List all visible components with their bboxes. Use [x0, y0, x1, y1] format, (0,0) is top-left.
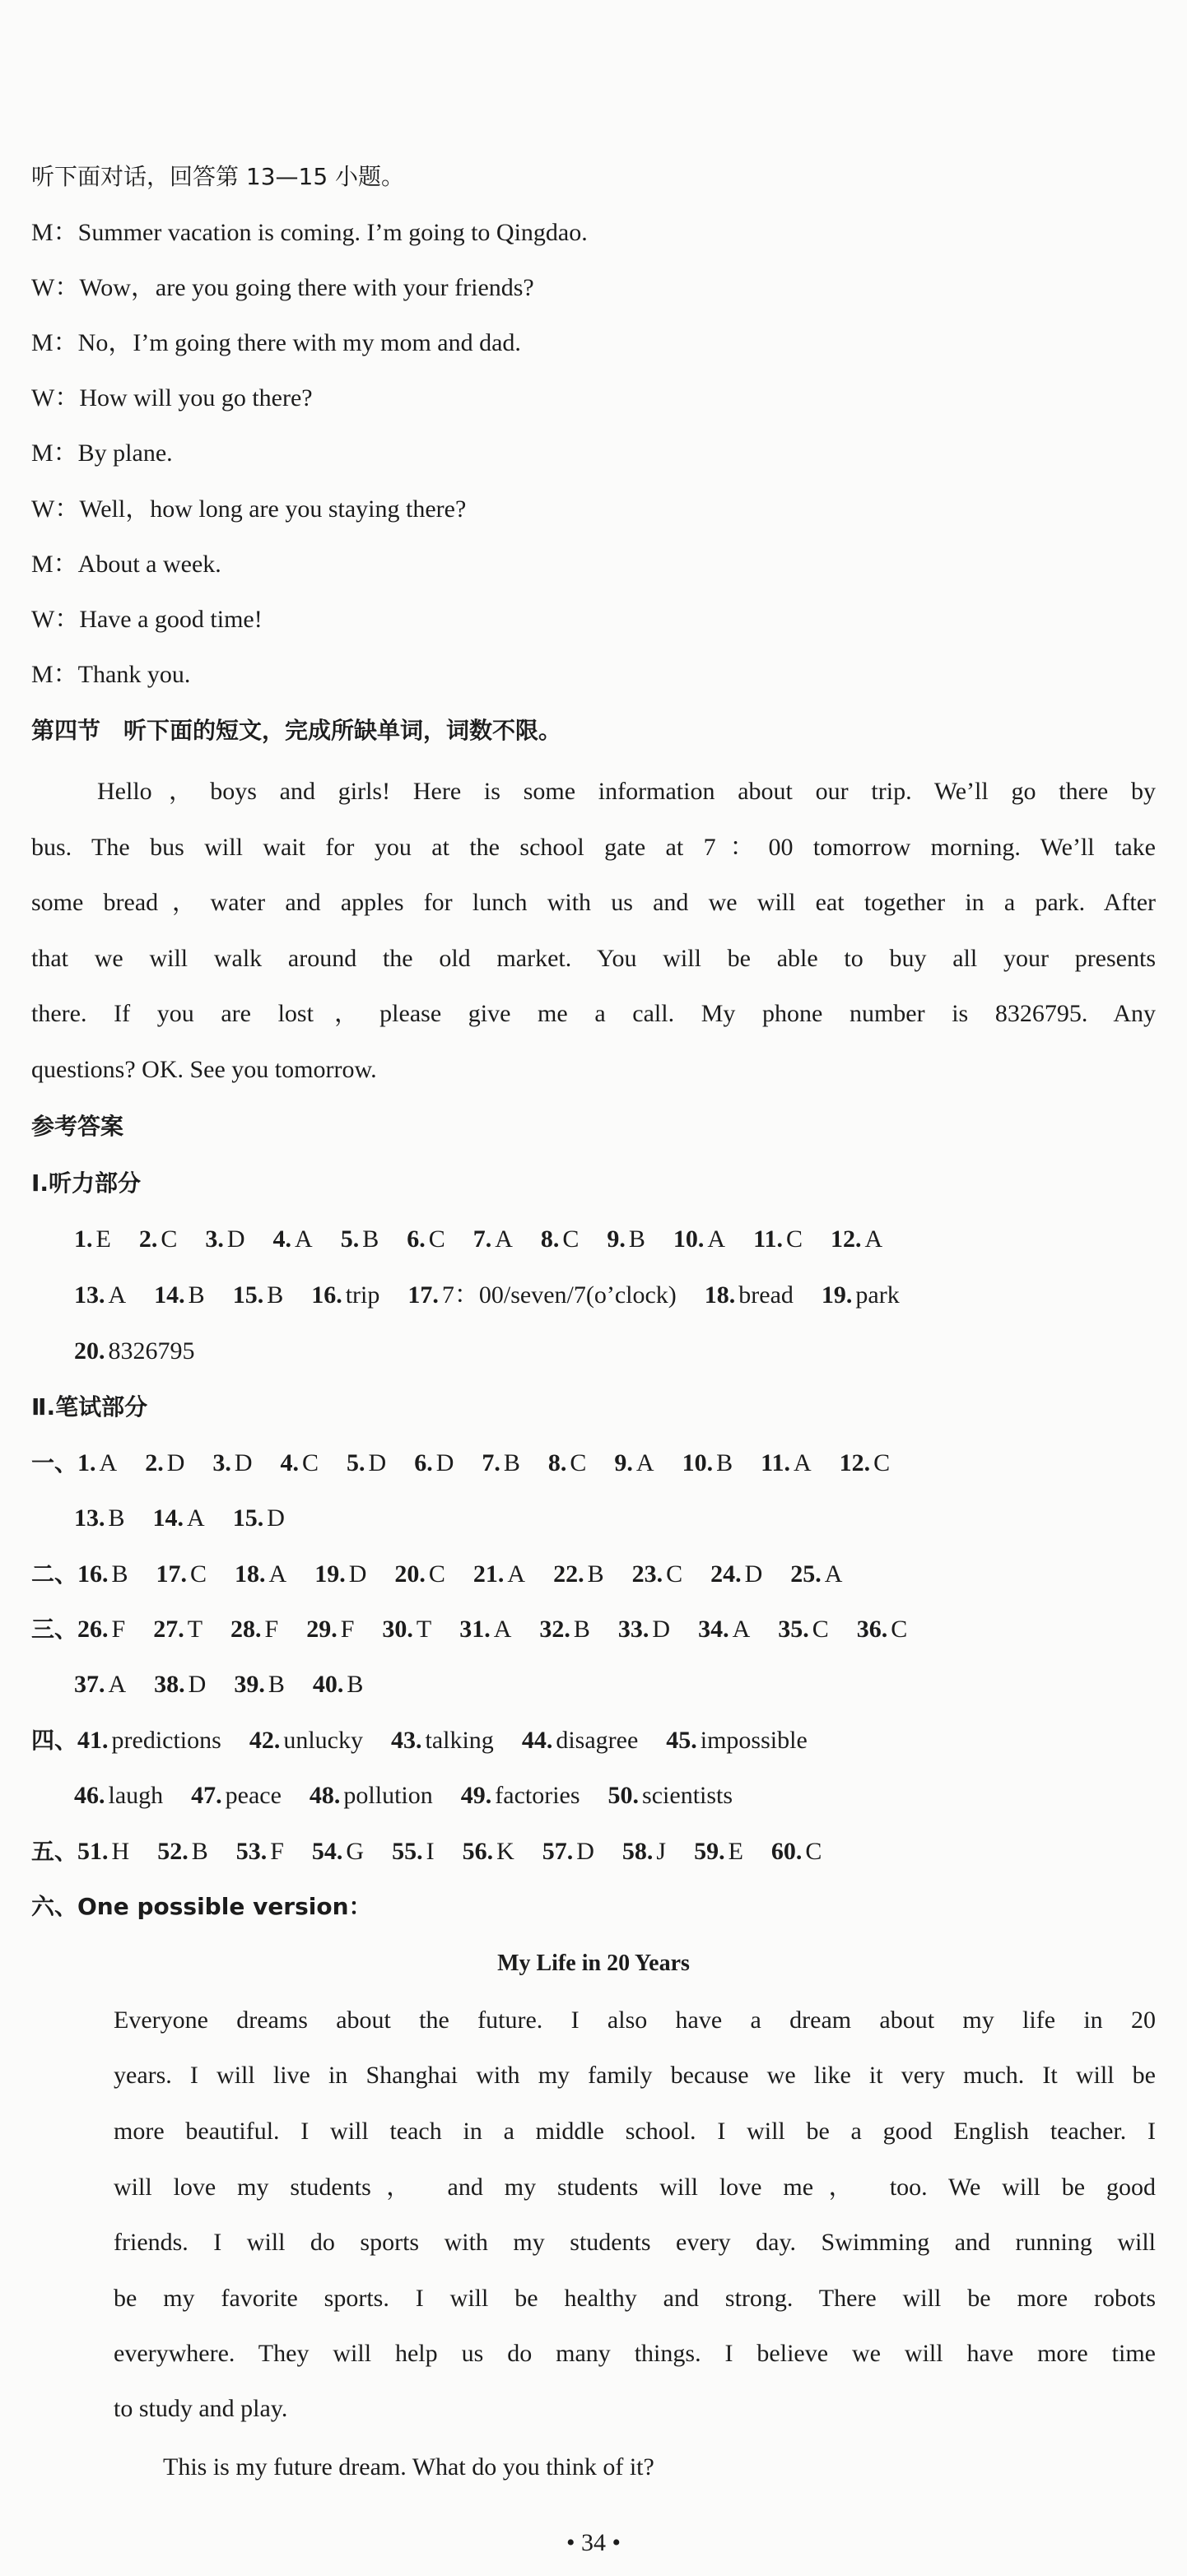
passage-line: some bread，water and apples for lunch with us and we will eat together in a park. After	[31, 889, 1156, 916]
answer-row	[74, 1779, 1156, 1812]
answer-number: 18.	[235, 1560, 266, 1588]
answer-value: T	[416, 1616, 432, 1643]
dialogue-line: W：Wow，are you going there with your friends?	[31, 274, 534, 301]
answer-value: B	[267, 1281, 284, 1309]
answer-number: 2.	[138, 1225, 158, 1253]
answer-item	[407, 1223, 445, 1256]
answer-number: 12.	[839, 1449, 871, 1476]
answer-value: C	[570, 1449, 587, 1476]
dialogue-line: W：Have a good time!	[31, 606, 263, 633]
answer-value: park	[855, 1281, 900, 1309]
answer-item	[139, 1223, 178, 1256]
answer-number: 5.	[340, 1225, 360, 1253]
answer-value: C	[805, 1838, 822, 1865]
essay-line: years. I will live in Shanghai with my family because we like it very much. It will be	[114, 2062, 1156, 2089]
answer-number: 7.	[472, 1225, 492, 1253]
answer-value: A	[495, 1225, 513, 1253]
answer-item	[705, 1279, 794, 1312]
answer-number: 47.	[191, 1782, 222, 1809]
answer-value: B	[111, 1560, 128, 1588]
answer-value: D	[576, 1838, 594, 1865]
answer-item	[205, 1223, 244, 1256]
answer-number: 21.	[472, 1560, 505, 1588]
answer-item	[682, 1447, 733, 1480]
answer-value: B	[362, 1225, 379, 1253]
answers-heading: 参考答案	[31, 1113, 124, 1140]
answer-number: 46.	[74, 1782, 105, 1809]
answer-value: A	[507, 1560, 526, 1588]
answer-value: A	[108, 1671, 127, 1698]
essay-line: more beautiful. I will teach in a middle school. I will be a good English teacher. I	[114, 2118, 1156, 2145]
answer-item	[236, 1835, 284, 1868]
answer-value: A	[187, 1504, 205, 1532]
answer-item	[694, 1835, 743, 1868]
part2-label: Ⅱ.笔试部分	[31, 1393, 148, 1421]
answer-value: 7：00/seven/7(o’clock)	[441, 1281, 677, 1309]
answer-number: 11.	[761, 1449, 790, 1476]
dialogue-line: M：Summer vacation is coming. I’m going to Qingdao.	[31, 219, 588, 246]
answer-item	[153, 1613, 202, 1646]
section-heading: 第四节 听下面的短文，完成所缺单词，词数不限。	[31, 717, 562, 744]
answer-value: C	[190, 1560, 207, 1588]
answer-number: 25.	[790, 1560, 822, 1588]
answer-number: 9.	[614, 1449, 633, 1476]
answer-number: 44.	[521, 1727, 553, 1754]
answer-value: F	[111, 1616, 126, 1643]
answer-number: 6.	[414, 1449, 433, 1476]
answer-value: D	[166, 1449, 185, 1476]
answer-row	[31, 1447, 1156, 1480]
answer-item	[74, 1223, 111, 1256]
answer-value: I	[426, 1838, 435, 1865]
answer-item	[614, 1447, 654, 1480]
answer-value: A	[707, 1225, 726, 1253]
answer-value: D	[234, 1449, 253, 1476]
answer-item	[618, 1613, 670, 1646]
answer-number: 16.	[311, 1281, 342, 1309]
answer-item	[314, 1558, 366, 1591]
row-prefix: 一、	[31, 1449, 78, 1476]
answer-value: J	[656, 1838, 667, 1865]
answer-number: 14.	[152, 1504, 184, 1532]
answer-number: 34.	[698, 1616, 729, 1643]
answer-number: 8.	[547, 1449, 567, 1476]
answer-item	[666, 1724, 808, 1757]
answer-item	[461, 1779, 580, 1812]
answer-number: 17.	[407, 1281, 439, 1309]
answer-value: bread	[738, 1281, 794, 1309]
answer-number: 56.	[462, 1838, 494, 1865]
answer-value: B	[347, 1671, 364, 1698]
answer-number: 59.	[694, 1838, 725, 1865]
answer-item	[157, 1835, 208, 1868]
answer-value: A	[864, 1225, 883, 1253]
answer-item	[77, 1613, 125, 1646]
answer-row	[74, 1223, 1156, 1256]
answer-item	[831, 1223, 882, 1256]
answer-value: B	[587, 1560, 604, 1588]
answer-item	[632, 1558, 683, 1591]
answer-number: 13.	[74, 1504, 105, 1532]
answer-value: B	[716, 1449, 733, 1476]
answer-item	[230, 1613, 278, 1646]
row-prefix: 二、	[31, 1560, 78, 1588]
answer-value: B	[108, 1504, 125, 1532]
answer-number: 52.	[157, 1838, 189, 1865]
answer-value: K	[496, 1838, 514, 1865]
essay-line: friends. I will do sports with my students every day. Swimming and running will	[114, 2229, 1156, 2256]
answer-value: scientists	[642, 1782, 733, 1809]
answer-number: 1.	[74, 1225, 93, 1253]
answer-item	[74, 1502, 125, 1535]
answer-value: H	[111, 1838, 130, 1865]
answer-number: 19.	[314, 1560, 346, 1588]
essay-line: Everyone dreams about the future. I also have a dream about my life in 20	[114, 2006, 1156, 2034]
answer-item	[273, 1223, 313, 1256]
answer-number: 1.	[77, 1449, 96, 1476]
answer-value: D	[188, 1671, 207, 1698]
answer-value: talking	[425, 1727, 494, 1754]
essay-line: This is my future dream. What do you think of it?	[163, 2453, 654, 2481]
answer-item	[463, 1835, 514, 1868]
answer-item	[673, 1223, 725, 1256]
answer-number: 26.	[77, 1616, 109, 1643]
answer-number: 2.	[145, 1449, 164, 1476]
answer-item	[608, 1779, 733, 1812]
answer-item	[341, 1223, 379, 1256]
answer-item	[145, 1447, 184, 1480]
answer-value: A	[732, 1616, 751, 1643]
answer-number: 60.	[770, 1838, 803, 1865]
answer-row	[31, 1558, 1156, 1591]
answer-item	[553, 1558, 604, 1591]
answer-item	[154, 1668, 206, 1701]
writing-label: 六、One possible version：	[31, 1893, 372, 1920]
answer-value: trip	[345, 1281, 380, 1309]
answer-value: T	[187, 1616, 203, 1643]
answer-number: 5.	[347, 1449, 365, 1476]
answer-value: A	[295, 1225, 313, 1253]
dialogue-line: W：How will you go there?	[31, 384, 313, 412]
answer-value: A	[824, 1560, 843, 1588]
answer-value: B	[573, 1616, 590, 1643]
answer-value: D	[744, 1560, 763, 1588]
answer-value: D	[267, 1504, 285, 1532]
answer-item	[382, 1613, 431, 1646]
answer-item	[394, 1558, 445, 1591]
answer-item	[74, 1279, 126, 1312]
answer-item	[77, 1724, 221, 1757]
answer-number: 53.	[235, 1838, 268, 1865]
answer-row	[74, 1279, 1156, 1312]
answer-item	[822, 1279, 900, 1312]
answer-value: A	[635, 1449, 654, 1476]
answer-value: C	[302, 1449, 319, 1476]
passage-line: bus. The bus will wait for you at the school gate at 7：00 tomorrow morning. We’ll take	[31, 834, 1156, 861]
answer-number: 16.	[77, 1560, 109, 1588]
answer-number: 30.	[382, 1616, 413, 1643]
dialogue-line: M：By plane.	[31, 439, 173, 467]
answer-number: 54.	[311, 1838, 343, 1865]
answer-value: A	[99, 1449, 118, 1476]
answer-number: 11.	[753, 1225, 783, 1253]
dialogue-line: W：Well，how long are you staying there?	[31, 495, 467, 523]
answer-number: 13.	[74, 1281, 105, 1309]
answer-item	[74, 1668, 126, 1701]
answer-number: 15.	[232, 1504, 264, 1532]
answer-value: C	[873, 1449, 891, 1476]
answer-value: predictions	[111, 1727, 221, 1754]
answer-value: B	[268, 1671, 285, 1698]
answer-number: 51.	[77, 1838, 109, 1865]
answer-value: C	[812, 1616, 829, 1643]
answer-item	[710, 1558, 762, 1591]
dialogue-line: M：No，I’m going there with my mom and dad.	[31, 329, 521, 356]
answer-value: C	[666, 1560, 683, 1588]
answer-item	[153, 1502, 205, 1535]
answer-value: A	[268, 1560, 287, 1588]
passage-line: that we will walk around the old market. You will be able to buy all your presents	[31, 945, 1156, 972]
answer-number: 10.	[673, 1225, 705, 1253]
answer-value: F	[270, 1838, 284, 1865]
answer-item	[539, 1613, 590, 1646]
answer-item	[191, 1779, 282, 1812]
answer-number: 37.	[74, 1671, 105, 1698]
answer-number: 17.	[156, 1560, 188, 1588]
answer-item	[77, 1447, 117, 1480]
answer-item	[77, 1558, 128, 1591]
answer-value: C	[428, 1225, 445, 1253]
dialogue-line: M：About a week.	[31, 551, 221, 578]
answer-number: 45.	[666, 1727, 697, 1754]
answer-number: 4.	[272, 1225, 292, 1253]
answer-value: D	[226, 1225, 245, 1253]
answer-number: 42.	[249, 1727, 281, 1754]
essay-line: will love my students， and my students will love me， too. We will be good	[114, 2174, 1156, 2201]
answer-item	[347, 1447, 386, 1480]
answer-item	[313, 1668, 364, 1701]
answer-number: 3.	[212, 1449, 231, 1476]
part1-label: Ⅰ.听力部分	[31, 1169, 142, 1197]
answer-number: 3.	[205, 1225, 224, 1253]
answer-value: A	[793, 1449, 812, 1476]
dialogue-line: M：Thank you.	[31, 661, 191, 688]
answer-item	[790, 1558, 842, 1591]
answer-number: 6.	[407, 1225, 426, 1253]
answer-value: F	[264, 1616, 279, 1643]
answer-value: A	[108, 1281, 127, 1309]
answer-value: factories	[495, 1782, 580, 1809]
answer-number: 7.	[482, 1449, 500, 1476]
answer-item	[392, 1835, 435, 1868]
essay-title: My Life in 20 Years	[497, 1951, 690, 1976]
answer-number: 48.	[309, 1782, 341, 1809]
answer-item	[233, 1502, 285, 1535]
answer-number: 50.	[607, 1782, 640, 1809]
answer-number: 43.	[390, 1727, 422, 1754]
answer-value: D	[435, 1449, 454, 1476]
answer-number: 28.	[230, 1616, 262, 1643]
answer-row	[31, 1613, 1156, 1646]
answer-value: C	[562, 1225, 580, 1253]
answer-item	[753, 1223, 803, 1256]
answer-item	[311, 1279, 379, 1312]
answer-value: C	[785, 1225, 803, 1253]
answer-value: B	[503, 1449, 520, 1476]
passage-line: there. If you are lost，please give me a call. My phone number is 8326795. Any	[31, 1000, 1156, 1027]
dialogue-intro: 听下面对话，回答第 13—15 小题。	[31, 163, 405, 190]
answer-number: 24.	[710, 1560, 742, 1588]
answer-number: 33.	[617, 1616, 649, 1643]
answer-item	[761, 1447, 812, 1480]
answer-value: G	[346, 1838, 365, 1865]
answer-value: A	[493, 1616, 512, 1643]
answer-number: 49.	[460, 1782, 492, 1809]
answer-value: C	[161, 1225, 178, 1253]
answer-number: 12.	[830, 1225, 862, 1253]
answer-item	[778, 1613, 829, 1646]
answer-number: 8.	[540, 1225, 560, 1253]
answer-number: 9.	[607, 1225, 626, 1253]
answer-item	[156, 1558, 207, 1591]
essay-line: to study and play.	[114, 2395, 288, 2422]
answer-value: B	[628, 1225, 645, 1253]
answer-item	[548, 1447, 587, 1480]
answer-number: 35.	[778, 1616, 809, 1643]
answer-value: D	[348, 1560, 367, 1588]
answer-item	[212, 1447, 252, 1480]
answer-value: unlucky	[283, 1727, 363, 1754]
passage-line: questions? OK. See you tomorrow.	[31, 1056, 377, 1083]
answer-item	[310, 1779, 433, 1812]
answer-value: E	[728, 1838, 743, 1865]
answer-number: 38.	[154, 1671, 185, 1698]
answer-item	[407, 1279, 676, 1312]
answer-value: F	[340, 1616, 355, 1643]
answer-value: impossible	[700, 1727, 808, 1754]
answer-item	[154, 1279, 205, 1312]
answer-value: B	[188, 1281, 205, 1309]
answer-number: 20.	[74, 1337, 105, 1365]
answer-item	[74, 1779, 163, 1812]
answer-number: 40.	[312, 1671, 344, 1698]
answer-number: 18.	[704, 1281, 736, 1309]
answer-row	[74, 1502, 1156, 1535]
answer-item	[391, 1724, 494, 1757]
answer-number: 39.	[234, 1671, 265, 1698]
answer-value: D	[368, 1449, 387, 1476]
page-number: • 34 •	[566, 2529, 621, 2556]
answer-item	[249, 1724, 363, 1757]
answer-number: 23.	[631, 1560, 663, 1588]
answer-item	[482, 1447, 520, 1480]
answer-item	[607, 1223, 645, 1256]
answer-value: laugh	[108, 1782, 164, 1809]
answer-item	[840, 1447, 891, 1480]
row-prefix: 四、	[31, 1727, 78, 1754]
answer-number: 15.	[232, 1281, 264, 1309]
essay-line: everywhere. They will help us do many things. I believe we will have more time	[114, 2340, 1156, 2367]
answer-value: C	[428, 1560, 445, 1588]
answer-row	[31, 1724, 1156, 1757]
answer-item	[771, 1835, 822, 1868]
answer-number: 41.	[77, 1727, 109, 1754]
answer-item	[77, 1835, 129, 1868]
answer-item	[473, 1223, 513, 1256]
answer-row	[31, 1835, 1156, 1868]
answer-value: D	[652, 1616, 671, 1643]
answer-number: 22.	[553, 1560, 584, 1588]
answer-number: 20.	[394, 1560, 426, 1588]
passage-line: Hello，boys and girls! Here is some information about our trip. We’ll go there by	[97, 778, 1156, 805]
answer-number: 10.	[682, 1449, 714, 1476]
answer-item	[414, 1447, 454, 1480]
answer-value: disagree	[556, 1727, 639, 1754]
answer-item	[473, 1558, 525, 1591]
answer-number: 32.	[539, 1616, 570, 1643]
answer-number: 58.	[621, 1838, 654, 1865]
answer-item	[234, 1668, 285, 1701]
answer-value: B	[191, 1838, 208, 1865]
answer-number: 14.	[154, 1281, 185, 1309]
answer-value: 8326795	[108, 1337, 195, 1365]
answer-item	[622, 1835, 666, 1868]
answer-number: 36.	[856, 1616, 888, 1643]
answer-number: 4.	[280, 1449, 300, 1476]
answer-value: peace	[225, 1782, 282, 1809]
answer-item	[74, 1335, 195, 1368]
answer-item	[698, 1613, 750, 1646]
answer-item	[281, 1447, 319, 1480]
answer-number: 19.	[821, 1281, 853, 1309]
answer-number: 31.	[459, 1616, 491, 1643]
row-prefix: 五、	[31, 1838, 78, 1865]
essay-line: be my favorite sports. I will be healthy and strong. There will be more robots	[114, 2285, 1156, 2312]
answer-item	[857, 1613, 908, 1646]
answer-item	[312, 1835, 364, 1868]
answer-item	[306, 1613, 354, 1646]
answer-number: 57.	[542, 1838, 574, 1865]
answer-item	[233, 1279, 284, 1312]
answer-item	[235, 1558, 286, 1591]
answer-number: 27.	[153, 1616, 184, 1643]
answer-item	[459, 1613, 511, 1646]
answer-value: E	[95, 1225, 111, 1253]
answer-value: pollution	[343, 1782, 433, 1809]
answer-number: 29.	[306, 1616, 337, 1643]
answer-number: 55.	[392, 1838, 423, 1865]
answer-row	[74, 1668, 1156, 1701]
row-prefix: 三、	[31, 1616, 78, 1643]
answer-row	[74, 1335, 1156, 1368]
answer-item	[522, 1724, 638, 1757]
answer-item	[542, 1835, 594, 1868]
answer-item	[541, 1223, 580, 1256]
answer-value: C	[891, 1616, 908, 1643]
